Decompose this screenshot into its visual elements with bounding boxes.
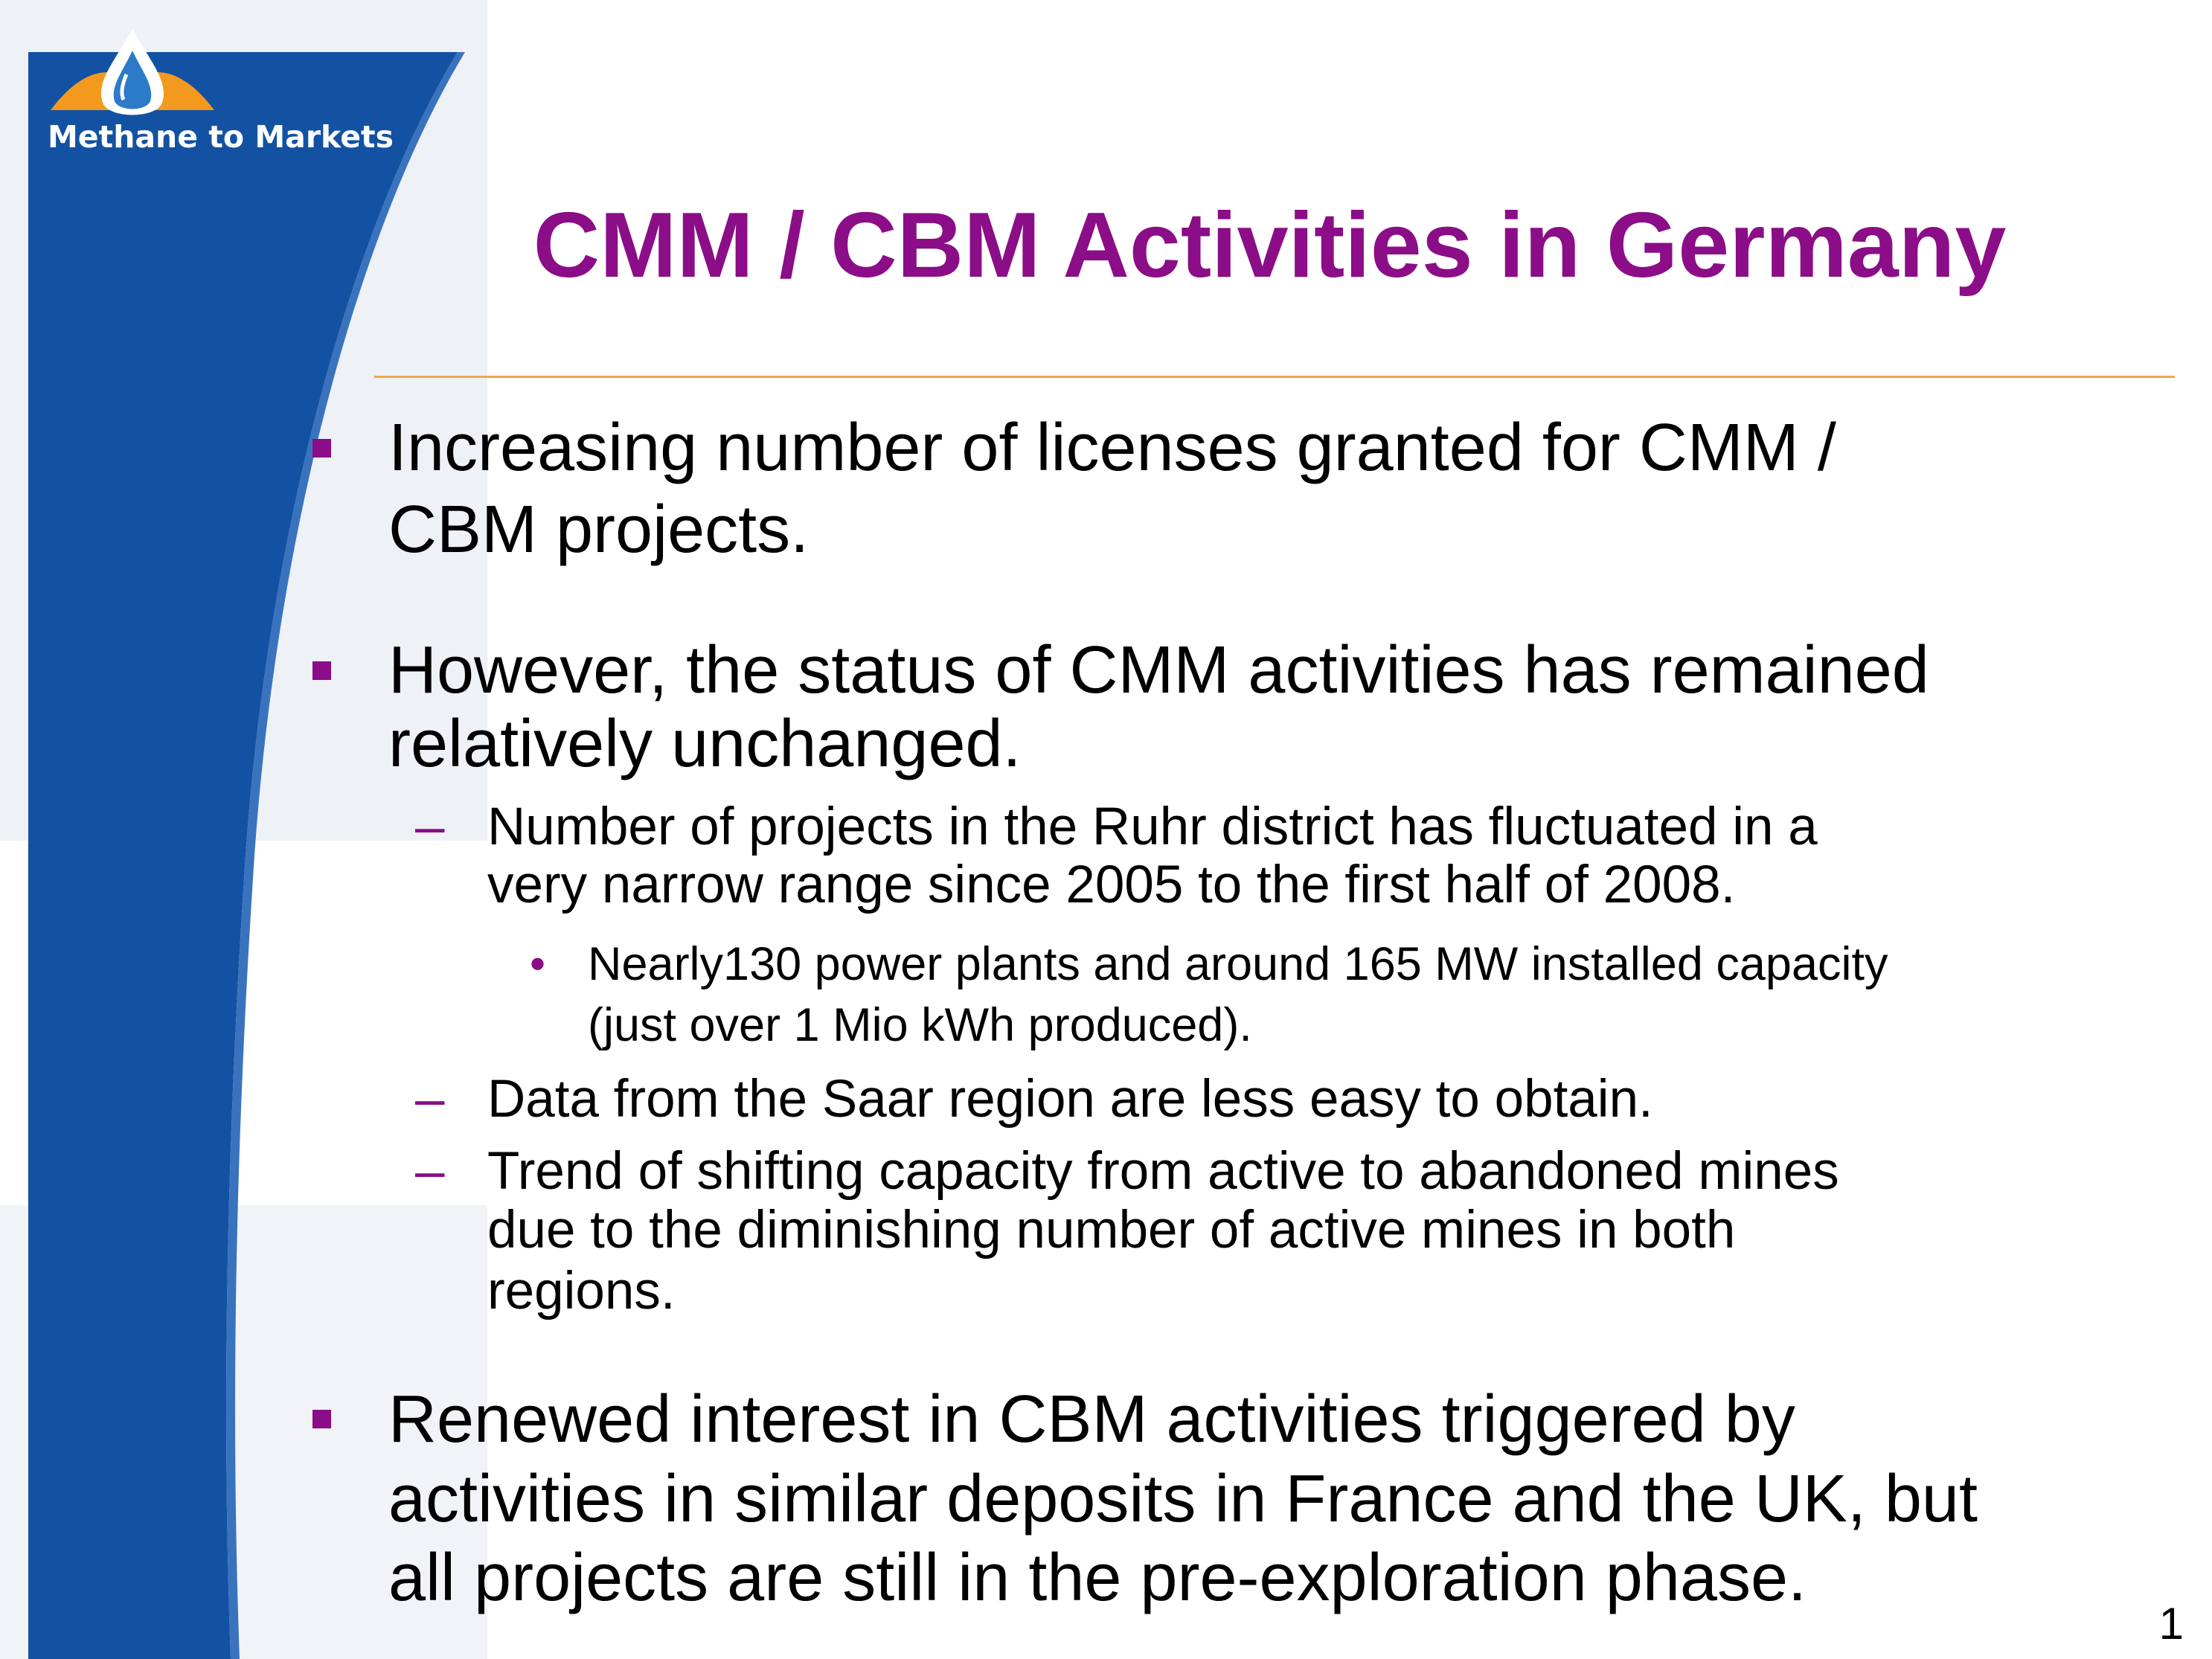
bullet-square-2 (312, 661, 331, 680)
bullet-3-line-3: all projects are still in the pre-exploration phase. (388, 1541, 1807, 1615)
dash-bullet-2: – (415, 1070, 445, 1129)
slide-title: CMM / CBM Activities in Germany (533, 194, 2007, 297)
page-number: 1 (2158, 1599, 2184, 1649)
bullet-1-line-2: CBM projects. (388, 492, 810, 567)
dot-bullet-1: • (530, 939, 546, 989)
sub-2-line-1: Data from the Saar region are less easy to obtain. (487, 1070, 1653, 1129)
bullet-1-line-1: Increasing number of licenses granted for CMM / (388, 411, 1836, 485)
dash-bullet-3: – (415, 1142, 445, 1201)
bullet-square-1 (312, 439, 331, 458)
subsub-1-line-1: Nearly130 power plants and around 165 MW installed capacity (588, 938, 1888, 990)
sub-3-line-2: due to the diminishing number of active mines in both (487, 1201, 1736, 1260)
logo-text: Methane to Markets (48, 119, 394, 155)
dash-bullet-1: – (415, 798, 445, 856)
sub-1-line-1: Number of projects in the Ruhr district has fluctuated in a (487, 798, 1818, 856)
bullet-2-line-2: relatively unchanged. (388, 707, 1022, 781)
subsub-1-line-2: (just over 1 Mio kWh produced). (588, 999, 1252, 1051)
sub-3-line-1: Trend of shifting capacity from active to abandoned mines (487, 1142, 1839, 1201)
bullet-3-line-1: Renewed interest in CBM activities triggered by (388, 1382, 1795, 1457)
sub-1-line-2: very narrow range since 2005 to the first half of 2008. (487, 856, 1736, 914)
bullet-2-line-1: However, the status of CMM activities has remained (388, 633, 1929, 707)
sub-3-line-3: regions. (487, 1262, 676, 1321)
bullet-3-line-2: activities in similar deposits in France and the UK, but (388, 1462, 1978, 1536)
bullet-square-3 (312, 1410, 331, 1428)
